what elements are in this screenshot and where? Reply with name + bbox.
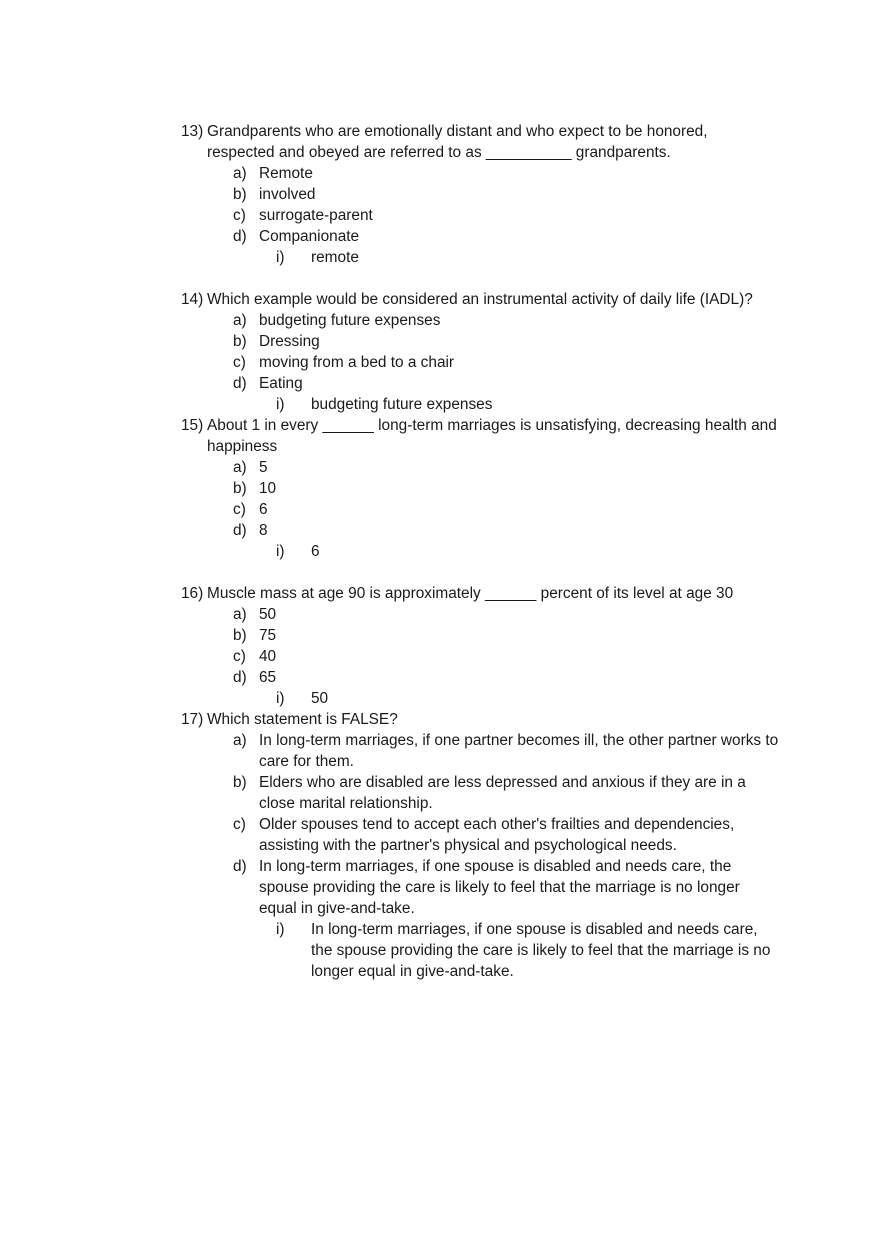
question-text: 16) Muscle mass at age 90 is approximately ______ percent of its level at age 30	[181, 585, 734, 602]
question-number: 14)	[181, 291, 204, 308]
option-letter: a)	[233, 459, 247, 476]
answer	[0, 394, 773, 415]
option-text: In long-term marriages, if one spouse is disabled and needs care, the spouse providing the care is likely to feel that the marriage is no longer equal in give-and-take.	[259, 858, 740, 917]
option-text: Dressing	[259, 333, 320, 350]
option-text: involved	[259, 186, 316, 203]
answer-text: budgeting future expenses	[311, 396, 493, 413]
option-c	[0, 814, 779, 856]
option-a	[0, 457, 779, 478]
option-text: Eating	[259, 375, 303, 392]
option-letter: d)	[233, 669, 247, 686]
answer-letter: i)	[276, 543, 285, 560]
option-a	[0, 310, 779, 331]
answer-text: remote	[311, 249, 359, 266]
option-text: Older spouses tend to accept each other's frailties and dependencies, assisting with the partner's physical and psychological needs.	[259, 816, 735, 854]
option-letter: b)	[233, 333, 247, 350]
option-a	[0, 163, 779, 184]
option-text: surrogate-parent	[259, 207, 373, 224]
option-letter: d)	[233, 375, 247, 392]
answer-text: 6	[311, 543, 320, 560]
option-b	[0, 625, 779, 646]
option-text: 40	[259, 648, 277, 665]
option-letter: c)	[233, 207, 246, 224]
option-letter: b)	[233, 186, 247, 203]
question-14	[0, 289, 880, 415]
option-a	[0, 730, 779, 772]
answer	[0, 919, 773, 982]
option-letter: a)	[233, 312, 247, 329]
option-text: 10	[259, 480, 277, 497]
option-text: 6	[259, 501, 268, 518]
option-text: Remote	[259, 165, 313, 182]
question-13	[0, 121, 880, 268]
option-text: Elders who are disabled are less depressed and anxious if they are in a close marital relationship.	[259, 774, 746, 812]
question-number: 15)	[181, 417, 204, 434]
answer-text: In long-term marriages, if one spouse is disabled and needs care, the spouse providing the care is likely to feel that the marriage is no longer equal in give-and-take.	[311, 921, 771, 980]
option-text: 75	[259, 627, 277, 644]
question-number: 17)	[181, 711, 204, 728]
option-letter: c)	[233, 501, 246, 518]
spacer	[0, 268, 880, 289]
option-d	[0, 373, 779, 394]
question-number: 13)	[181, 123, 204, 140]
option-letter: c)	[233, 816, 246, 833]
answer	[0, 541, 773, 562]
question-text: 13) Grandparents who are emotionally distant and who expect to be honored, respected and obeyed are referred to as __________ grandparents.	[181, 123, 708, 161]
option-c	[0, 205, 779, 226]
answer-letter: i)	[276, 249, 285, 266]
answer	[0, 247, 773, 268]
answer-letter: i)	[276, 690, 285, 707]
option-b	[0, 772, 779, 814]
option-b	[0, 478, 779, 499]
option-text: 65	[259, 669, 277, 686]
option-letter: d)	[233, 522, 247, 539]
option-d	[0, 226, 779, 247]
option-d	[0, 856, 779, 919]
option-text: budgeting future expenses	[259, 312, 441, 329]
option-a	[0, 604, 779, 625]
answer	[0, 688, 773, 709]
option-letter: b)	[233, 480, 247, 497]
option-text: 8	[259, 522, 268, 539]
answer-letter: i)	[276, 396, 285, 413]
option-text: 5	[259, 459, 268, 476]
question-number: 16)	[181, 585, 204, 602]
option-text: moving from a bed to a chair	[259, 354, 455, 371]
option-letter: d)	[233, 858, 247, 875]
question-17	[0, 709, 880, 982]
answer-text: 50	[311, 690, 329, 707]
answer-letter: i)	[276, 921, 285, 938]
question-16	[0, 583, 880, 709]
option-d	[0, 520, 779, 541]
question-15	[0, 415, 880, 562]
option-letter: b)	[233, 774, 247, 791]
option-letter: b)	[233, 627, 247, 644]
option-text: 50	[259, 606, 277, 623]
option-d	[0, 667, 779, 688]
option-c	[0, 499, 779, 520]
option-letter: a)	[233, 165, 247, 182]
option-b	[0, 184, 779, 205]
option-letter: a)	[233, 732, 247, 749]
question-text: 14) Which example would be considered an instrumental activity of daily life (IADL)?	[181, 291, 753, 308]
spacer	[0, 562, 880, 583]
option-c	[0, 352, 779, 373]
option-letter: c)	[233, 648, 246, 665]
option-b	[0, 331, 779, 352]
option-c	[0, 646, 779, 667]
option-letter: a)	[233, 606, 247, 623]
option-letter: d)	[233, 228, 247, 245]
option-letter: c)	[233, 354, 246, 371]
quiz-page	[0, 121, 880, 982]
option-text: Companionate	[259, 228, 360, 245]
question-text: 15) About 1 in every ______ long-term marriages is unsatisfying, decreasing health and happiness	[181, 417, 777, 455]
question-text: 17) Which statement is FALSE?	[181, 711, 398, 728]
option-text: In long-term marriages, if one partner becomes ill, the other partner works to care for them.	[259, 732, 779, 770]
